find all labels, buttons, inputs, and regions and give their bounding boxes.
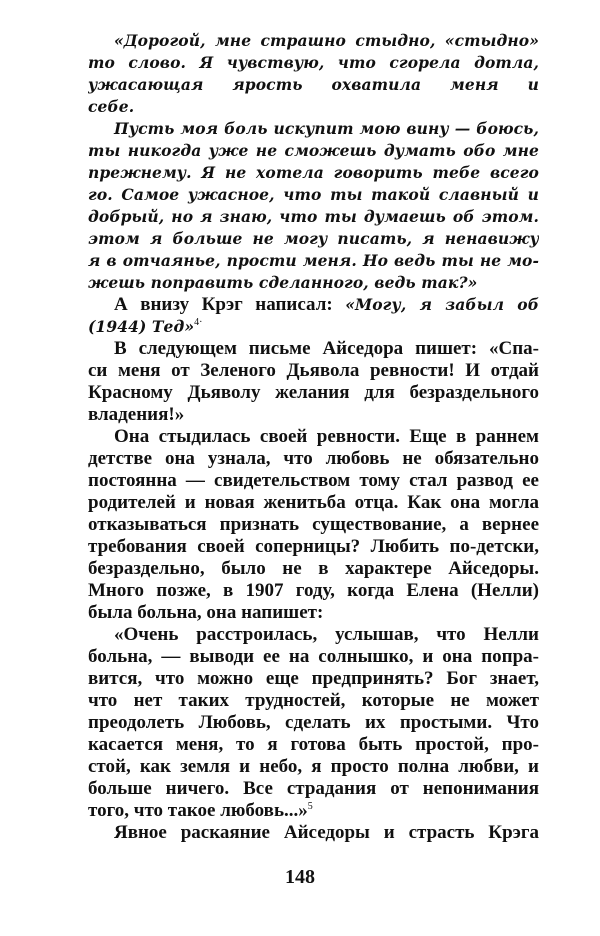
- text-line: [88, 470, 539, 492]
- text-line: [88, 426, 539, 448]
- text-line: [88, 734, 539, 756]
- text: постоянна — свидетельством тому стал развод ее: [88, 470, 539, 491]
- text-line: [88, 514, 539, 536]
- text-line: [88, 602, 539, 624]
- text: Красному Дьяволу желания для безраздельного: [88, 382, 539, 403]
- text: родителей и новая женитьба отца. Как она могла: [88, 492, 539, 513]
- page-number: 148: [285, 866, 315, 888]
- text-line: [88, 646, 539, 668]
- text: А внизу Крэг написал:: [114, 294, 346, 315]
- text-line: [88, 668, 539, 690]
- text-line: [88, 206, 539, 228]
- text-line: [88, 338, 539, 360]
- italic-text: «Дорогой, мне страшно стыдно, «стыдно»: [114, 31, 539, 50]
- text: безраздельно, было не в характере Айседоры.: [88, 558, 539, 579]
- italic-text: ты никогда уже не сможешь думать обо мне: [88, 141, 539, 160]
- text: стой, как земля и небо, я просто полна любви, и: [88, 756, 539, 777]
- italic-text: я в отчаянье, прости меня. Но ведь ты не мо-: [88, 251, 539, 270]
- text: касается меня, то я готова быть простой, про-: [88, 734, 539, 755]
- text-line: [88, 778, 539, 800]
- text-line: [88, 140, 539, 162]
- text-line: [88, 382, 539, 404]
- italic-text: добрый, но я знаю, что ты думаешь об этом.: [88, 207, 539, 226]
- text-line: [88, 536, 539, 558]
- text-line: [88, 492, 539, 514]
- text: Явное раскаяние Айседоры и страсть Крэга: [114, 822, 539, 843]
- italic-text: то слово. Я чувствую, что сгорела дотла,: [88, 53, 539, 72]
- text-line: [88, 822, 539, 844]
- text: что нет таких трудностей, которые не может: [88, 690, 539, 711]
- text-line: [88, 162, 539, 184]
- text-line: [88, 250, 539, 272]
- italic-text: го. Самое ужасное, что ты такой славный и: [88, 185, 539, 204]
- text-line: [88, 118, 539, 140]
- text: больше ничего. Все страдания от непонимания: [88, 778, 539, 799]
- text-line: [88, 690, 539, 712]
- text: детстве она узнала, что любовь не обязательно: [88, 448, 539, 469]
- book-page-text: [88, 30, 539, 844]
- text-line: [88, 404, 539, 426]
- text: преодолеть Любовь, сделать их простыми. Что: [88, 712, 539, 733]
- text-line: [88, 294, 539, 316]
- italic-text: Пусть моя боль искупит мою вину — боюсь,: [114, 119, 539, 138]
- italic-text: (1944) Тед»: [88, 317, 195, 336]
- italic-quote: «Могу, я забыл об: [345, 295, 539, 314]
- text: си меня от Зеленого Дьявола ревности! И отдай: [88, 360, 539, 381]
- text: больна, — выводи ее на солнышко, и она попра-: [88, 646, 539, 667]
- text: того, что такое любовь...»: [88, 800, 308, 821]
- text: вится, что можно еще предпринять? Бог знает,: [88, 668, 539, 689]
- text-line: [88, 30, 539, 52]
- text: «Очень расстроилась, услышав, что Нелли: [114, 624, 539, 645]
- text-line: [88, 756, 539, 778]
- text-line: [88, 52, 539, 74]
- text-line: [88, 558, 539, 580]
- text-line: [88, 96, 539, 118]
- italic-text: жешь поправить сделанного, ведь так?»: [88, 273, 478, 292]
- italic-text: прежнему. Я не хотела говорить тебе всего: [88, 163, 539, 182]
- text: В следующем письме Айседора пишет: «Спа-: [114, 338, 539, 359]
- text: Много позже, в 1907 году, когда Елена (Нелли): [88, 580, 539, 601]
- italic-text: себе.: [88, 97, 135, 116]
- footnote-marker: 5: [307, 801, 313, 812]
- text-line: [88, 712, 539, 734]
- text: Она стыдилась своей ревности. Еще в раннем: [114, 426, 539, 447]
- text-line: [88, 360, 539, 382]
- text-line: [88, 184, 539, 206]
- text-line: [88, 624, 539, 646]
- text-line: [88, 228, 539, 250]
- text-line: [88, 580, 539, 602]
- text-line: [88, 448, 539, 470]
- text-line: [88, 74, 539, 96]
- text-line: [88, 800, 539, 822]
- footnote-marker: 4·: [194, 317, 203, 328]
- text: владения!»: [88, 404, 185, 425]
- text-line: [88, 316, 539, 338]
- italic-text: ужасающая ярость охватила меня и: [88, 75, 539, 94]
- text: отказываться признать существование, а вернее: [88, 514, 539, 535]
- italic-text: этом я больше не могу писать, я ненавижу: [88, 229, 539, 248]
- text: была больна, она напишет:: [88, 602, 324, 623]
- text: требования своей соперницы? Любить по-детски,: [88, 536, 539, 557]
- text-line: [88, 272, 539, 294]
